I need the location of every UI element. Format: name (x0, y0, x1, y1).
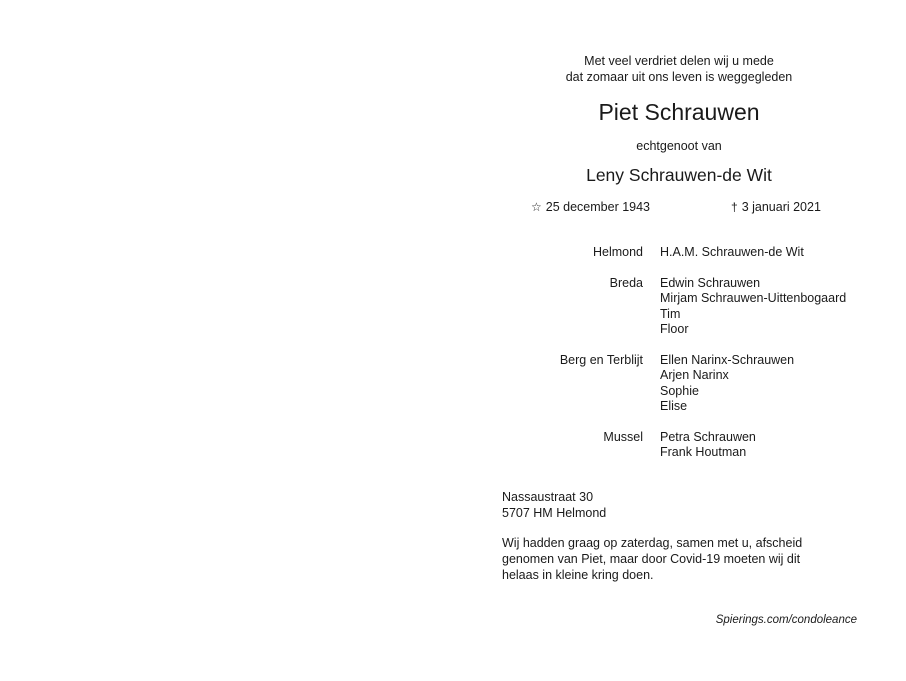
farewell-message (502, 536, 832, 583)
cross-icon: † (731, 200, 738, 214)
family-list (500, 245, 870, 476)
family-names (660, 430, 756, 461)
birth-date: 25 december 1943 (545, 200, 651, 214)
family-member-name: Mirjam Schrauwen-Uittenbogaard (660, 291, 847, 305)
family-member-name: Ellen Narinx-Schrauwen (660, 352, 795, 367)
family-member-name: Arjen Narinx (660, 368, 729, 382)
family-member-name: Petra Schrauwen (660, 429, 756, 444)
deceased-name: Piet Schrauwen (598, 99, 760, 125)
family-member-name: Edwin Schrauwen (660, 275, 761, 290)
birth-date-line (531, 199, 650, 215)
family-group (500, 245, 870, 261)
intro-line-1: Met veel verdriet delen wij u mede (584, 54, 774, 68)
message-line-3: helaas in kleine kring doen. (502, 567, 654, 582)
death-date: 3 januari 2021 (741, 200, 821, 214)
family-group (500, 276, 870, 338)
family-place: Berg en Terblijt (559, 352, 643, 367)
family-member-name: Sophie (660, 383, 699, 398)
family-member-name: Floor (660, 322, 689, 336)
message-line-1: Wij hadden graag op zaterdag, samen met u, afscheid (502, 536, 803, 550)
message-line-2: genomen van Piet, maar door Covid-19 moeten wij dit (502, 551, 801, 566)
family-names (660, 245, 804, 261)
condolence-website: Spierings.com/condoleance (715, 614, 857, 626)
family-names (660, 353, 794, 415)
intro-line-2: dat zomaar uit ons leven is weggegleden (565, 70, 793, 84)
family-member-name: Tim (660, 306, 681, 321)
address (502, 490, 606, 521)
address-street: Nassaustraat 30 (502, 490, 594, 504)
family-place: Helmond (592, 245, 643, 259)
star-icon: ☆ (531, 200, 542, 214)
family-group (500, 430, 870, 461)
family-member-name: H.A.M. Schrauwen-de Wit (660, 245, 804, 259)
family-member-name: Frank Houtman (660, 445, 747, 459)
spouse-name: Leny Schrauwen-de Wit (586, 165, 772, 185)
spouse-intro: echtgenoot van (636, 139, 722, 153)
family-names (660, 276, 846, 338)
death-date-line (731, 199, 821, 215)
family-group (500, 353, 870, 415)
family-member-name: Elise (660, 399, 688, 413)
intro-text (500, 53, 858, 85)
family-place: Mussel (603, 429, 643, 444)
family-place: Breda (609, 275, 643, 290)
address-postal-city: 5707 HM Helmond (502, 505, 607, 520)
